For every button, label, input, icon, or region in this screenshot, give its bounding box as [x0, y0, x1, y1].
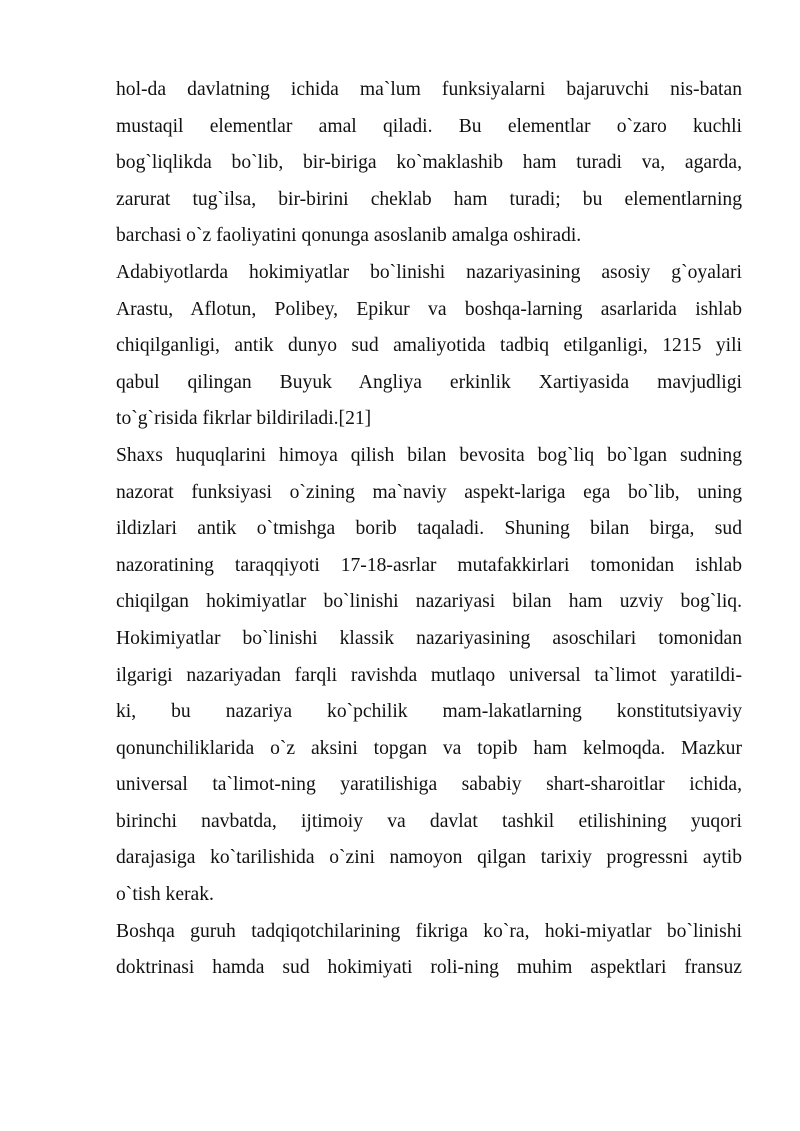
- text-line: birinchi navbatda, ijtimoiy va davlat tashkil etilishining yuqori: [116, 810, 742, 832]
- text-line: chiqilgan hokimiyatlar bo`linishi nazariyasi bilan ham uzviy bog`liq.: [116, 591, 742, 613]
- text-line: mustaqil elementlar amal qiladi. Bu elementlar o`zaro kuchli: [116, 115, 742, 137]
- document-page: [116, 72, 742, 987]
- text-line: qabul qilingan Buyuk Angliya erkinlik Xartiyasida mavjudligi: [116, 371, 742, 393]
- text-line: ilgarigi nazariyadan farqli ravishda mutlaqo universal ta`limot yaratildi-: [116, 664, 742, 686]
- text-line: Shaxs huquqlarini himoya qilish bilan bevosita bog`liq bo`lgan sudning: [116, 444, 742, 466]
- text-line: nazoratining taraqqiyoti 17-18-asrlar mutafakkirlari tomonidan ishlab: [116, 554, 742, 576]
- text-line: barchasi o`z faoliyatini qonunga asoslanib amalga oshiradi.: [116, 225, 582, 247]
- text-line: zarurat tug`ilsa, bir-birini cheklab ham turadi; bu elementlarning: [116, 188, 742, 210]
- text-line: o`tish kerak.: [116, 884, 214, 906]
- text-line: qonunchiliklarida o`z aksini topgan va topib ham kelmoqda. Mazkur: [116, 737, 742, 759]
- text-line: Adabiyotlarda hokimiyatlar bo`linishi nazariyasining asosiy g`oyalari: [116, 261, 742, 283]
- paragraph-2: [116, 255, 742, 438]
- text-line: Boshqa guruh tadqiqotchilarining fikriga ko`ra, hoki-miyatlar bo`linishi: [116, 920, 742, 942]
- paragraph-4: [116, 914, 742, 987]
- text-line: universal ta`limot-ning yaratilishiga sababiy shart-sharoitlar ichida,: [116, 774, 742, 796]
- text-line: Arastu, Aflotun, Polibey, Epikur va boshqa-larning asarlarida ishlab: [116, 298, 742, 320]
- text-line: chiqilganligi, antik dunyo sud amaliyotida tadbiq etilganligi, 1215 yili: [116, 335, 742, 357]
- text-line: Hokimiyatlar bo`linishi klassik nazariyasining asoschilari tomonidan: [116, 627, 742, 649]
- text-line: bog`liqlikda bo`lib, bir-biriga ko`maklashib ham turadi va, agarda,: [116, 152, 742, 174]
- text-line: ildizlari antik o`tmishga borib taqaladi. Shuning bilan birga, sud: [116, 518, 742, 540]
- text-line: doktrinasi hamda sud hokimiyati roli-ning muhim aspektlari fransuz: [116, 957, 742, 979]
- text-line: ki, bu nazariya ko`pchilik mam-lakatlarning konstitutsiyaviy: [116, 701, 742, 723]
- text-line: hol-da davlatning ichida ma`lum funksiyalarni bajaruvchi nis-batan: [116, 79, 742, 100]
- paragraph-1: [116, 72, 742, 255]
- text-line: to`g`risida fikrlar bildiriladi.[21]: [116, 408, 372, 430]
- text-line: nazorat funksiyasi o`zining ma`naviy aspekt-lariga ega bo`lib, uning: [116, 481, 742, 503]
- text-line: darajasiga ko`tarilishida o`zini namoyon qilgan tarixiy progressni aytib: [116, 847, 742, 869]
- paragraph-3: [116, 438, 742, 914]
